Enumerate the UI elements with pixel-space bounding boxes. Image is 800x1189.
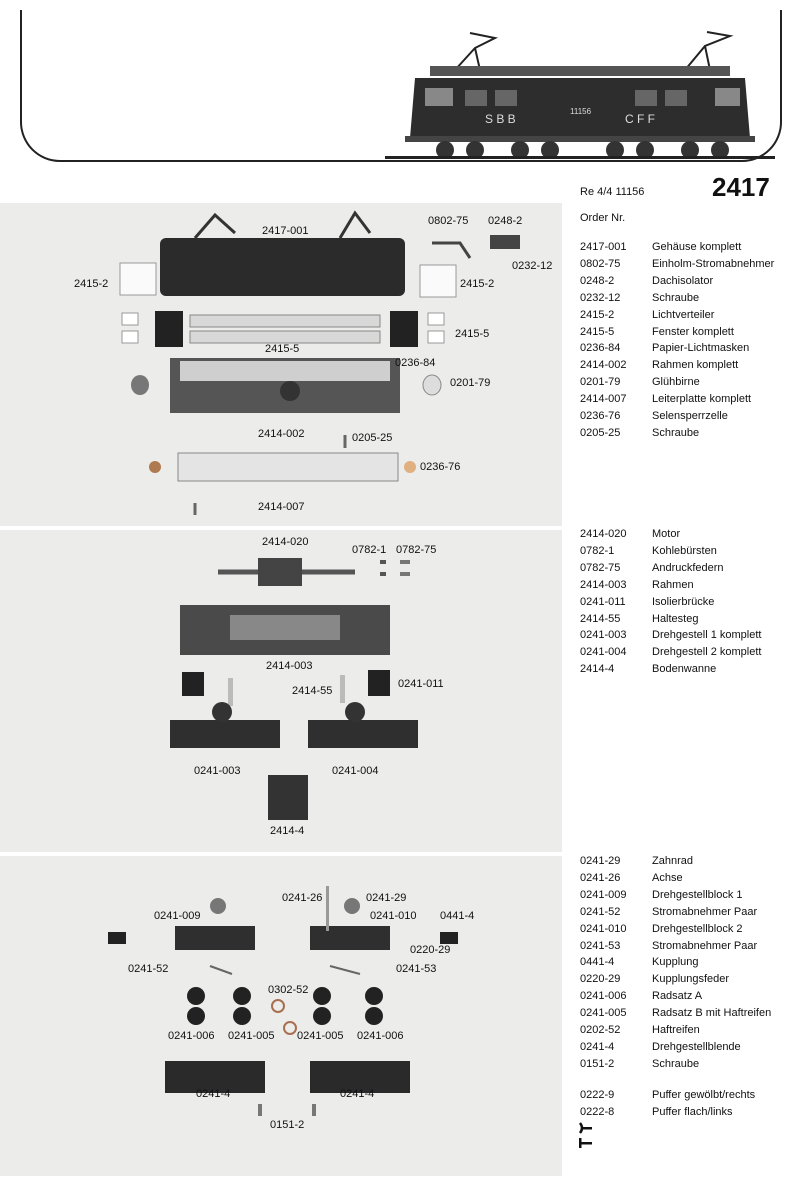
- label-0241-006-right: 0241-006: [357, 1030, 404, 1042]
- list-item: 0201-79 Glühbirne: [580, 376, 700, 389]
- list-item: 2414-4 Bodenwanne: [580, 663, 717, 676]
- label-0248-2: 0248-2: [488, 215, 523, 227]
- label-0241-003: 0241-003: [194, 765, 241, 777]
- parts-list-chassis: [580, 526, 761, 678]
- label-0220-29: 0220-29: [410, 944, 451, 956]
- list-item: 0202-52 Haftreifen: [580, 1024, 700, 1037]
- label-0232-12: 0232-12: [512, 260, 553, 272]
- label-2415-5-right: 2415-5: [455, 328, 490, 340]
- label-0241-006-left: 0241-006: [168, 1030, 215, 1042]
- exploded-view-chassis: [0, 530, 562, 852]
- list-item: 0441-4 Kupplung: [580, 956, 699, 969]
- parts-list-bogies: [580, 853, 771, 1073]
- exploded-view-body: [0, 203, 562, 526]
- label-0241-4-right: 0241-4: [340, 1088, 375, 1100]
- list-item: 0782-75 Andruckfedern: [580, 561, 724, 574]
- buffer-flat-icon: [578, 1137, 594, 1149]
- parts-list-body: [580, 239, 774, 442]
- label-0782-75: 0782-75: [396, 544, 437, 556]
- order-number-heading: Order Nr.: [580, 212, 626, 224]
- list-item: 0241-003 Drehgestell 1 komplett: [580, 629, 762, 642]
- label-0782-1: 0782-1: [352, 544, 387, 556]
- list-item: 0241-4 Drehgestellblende: [580, 1040, 741, 1053]
- locomotive-illustration: [385, 28, 775, 168]
- list-item: 0241-004 Drehgestell 2 komplett: [580, 646, 762, 659]
- parts-list-buffers: [580, 1087, 755, 1121]
- list-item: 0241-52 Stromabnehmer Paar: [580, 905, 758, 918]
- list-item: 0241-011 Isolierbrücke: [580, 595, 715, 608]
- list-item: 0241-26 Achse: [580, 871, 683, 884]
- label-2414-020: 2414-020: [262, 536, 309, 548]
- label-0441-4: 0441-4: [440, 910, 475, 922]
- label-0302-52: 0302-52: [268, 984, 309, 996]
- list-item: 0205-25 Schraube: [580, 426, 700, 439]
- list-item: 0222-9 Puffer gewölbt/rechts: [580, 1089, 756, 1101]
- label-0241-29: 0241-29: [366, 892, 407, 904]
- loco-cff-text: C F F: [625, 112, 655, 126]
- list-item: 0151-2 Schraube: [580, 1057, 700, 1070]
- exploded-view-bogies: [0, 856, 562, 1176]
- label-0241-010: 0241-010: [370, 910, 417, 922]
- label-0241-009: 0241-009: [154, 910, 201, 922]
- list-item: 0220-29 Kupplungsfeder: [580, 973, 730, 986]
- label-0241-005-right: 0241-005: [297, 1030, 344, 1042]
- loco-sbb-text: S B B: [485, 112, 516, 126]
- list-item: 2414-55 Haltesteg: [580, 612, 699, 625]
- label-0151-2: 0151-2: [270, 1119, 305, 1131]
- article-number: 2417: [712, 172, 770, 202]
- list-item: 0248-2 Dachisolator: [580, 274, 714, 287]
- label-2415-2-right: 2415-2: [460, 278, 495, 290]
- list-item: 2415-5 Fenster komplett: [580, 325, 734, 338]
- label-0802-75: 0802-75: [428, 215, 469, 227]
- label-0241-4-left: 0241-4: [196, 1088, 231, 1100]
- label-2414-55: 2414-55: [292, 685, 333, 697]
- list-item: 0241-010 Drehgestellblock 2: [580, 922, 743, 935]
- list-item: 2415-2 Lichtverteiler: [580, 308, 715, 321]
- buffer-domed-icon: [578, 1122, 594, 1134]
- loco-number-text: 11156: [570, 107, 592, 116]
- list-item: 0241-29 Zahnrad: [580, 855, 693, 867]
- list-item: 0802-75 Einholm-Stromabnehmer: [580, 257, 775, 270]
- label-0241-53: 0241-53: [396, 963, 437, 975]
- label-0241-52: 0241-52: [128, 963, 169, 975]
- list-item: 0236-76 Selensperrzelle: [580, 410, 728, 423]
- list-item: 0241-005 Radsatz B mit Haftreifen: [580, 1007, 772, 1020]
- body-parts-drawing: [0, 203, 562, 526]
- chassis-parts-drawing: [0, 530, 562, 852]
- label-2414-002: 2414-002: [258, 428, 305, 440]
- list-item: 2414-003 Rahmen: [580, 578, 694, 591]
- list-item: 0241-009 Drehgestellblock 1: [580, 888, 743, 901]
- label-0201-79: 0201-79: [450, 377, 491, 389]
- label-2415-2-left: 2415-2: [74, 278, 109, 290]
- label-2414-007: 2414-007: [258, 501, 305, 513]
- list-item: 0241-53 Stromabnehmer Paar: [580, 939, 758, 952]
- label-2415-5-center: 2415-5: [265, 343, 300, 355]
- list-item: 2414-020 Motor: [580, 528, 681, 540]
- list-item: 0241-006 Radsatz A: [580, 990, 703, 1003]
- label-2414-003: 2414-003: [266, 660, 313, 672]
- list-item: 2417-001 Gehäuse komplett: [580, 241, 742, 253]
- label-0236-84: 0236-84: [395, 357, 436, 369]
- label-2417-001: 2417-001: [262, 225, 309, 237]
- list-item: 0222-8 Puffer flach/links: [580, 1105, 733, 1118]
- list-item: 2414-007 Leiterplatte komplett: [580, 393, 752, 406]
- label-0241-004: 0241-004: [332, 765, 379, 777]
- label-0241-26: 0241-26: [282, 892, 323, 904]
- label-0205-25: 0205-25: [352, 432, 393, 444]
- label-0241-005-left: 0241-005: [228, 1030, 275, 1042]
- list-item: 2414-002 Rahmen komplett: [580, 359, 739, 372]
- label-0241-011: 0241-011: [398, 678, 444, 690]
- list-item: 0236-84 Papier-Lichtmasken: [580, 342, 750, 355]
- label-2414-4: 2414-4: [270, 825, 305, 837]
- list-item: 0782-1 Kohlebürsten: [580, 544, 717, 557]
- list-item: 0232-12 Schraube: [580, 291, 700, 304]
- model-designation: Re 4/4 11156: [580, 186, 645, 198]
- label-0236-76: 0236-76: [420, 461, 461, 473]
